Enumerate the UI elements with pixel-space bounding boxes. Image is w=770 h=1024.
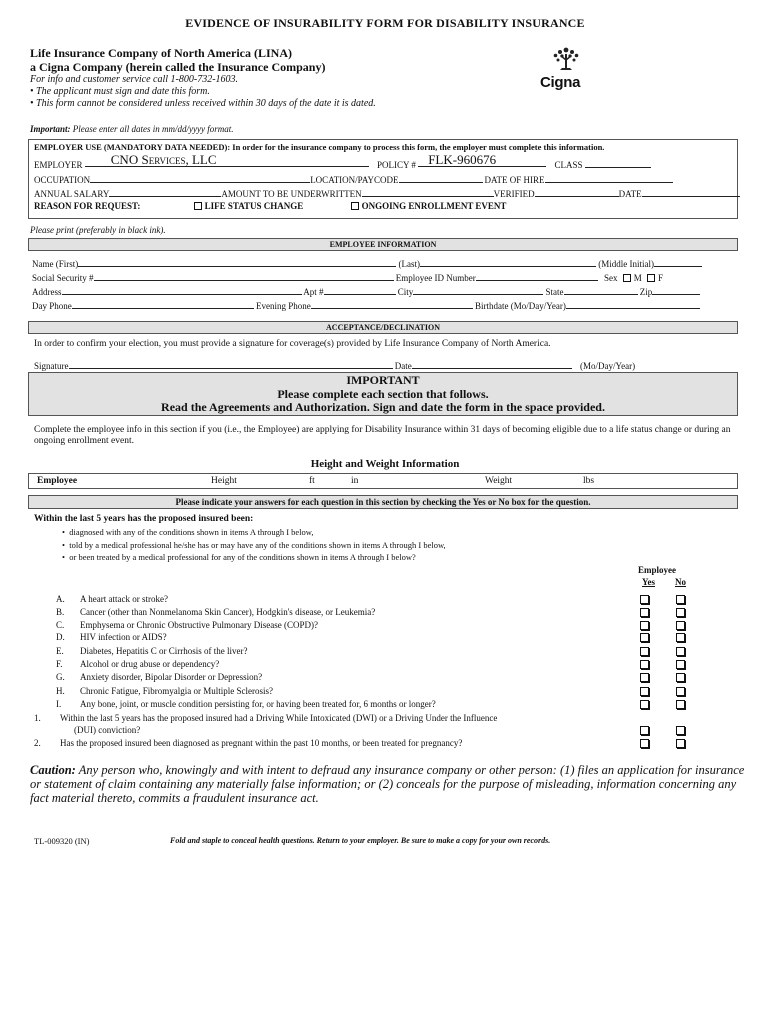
signature-label: Signature	[34, 361, 69, 371]
sex-f-checkbox[interactable]	[647, 274, 655, 282]
within-title: Within the last 5 years has the proposed insured been:	[34, 514, 254, 524]
question-no-checkbox[interactable]	[676, 687, 685, 696]
important-line3: Read the Agreements and Authorization. Sign and date the form in the space provided.	[161, 400, 605, 414]
q1-text-line1: Within the last 5 years has the proposed insured had a Driving While Intoxicated (DWI) or a Driving Under the Influence	[60, 713, 498, 723]
cigna-logo	[536, 44, 600, 94]
sex-m-label: M	[633, 273, 642, 283]
last-name-field[interactable]	[420, 256, 596, 267]
question-letter: G.	[56, 672, 65, 682]
first-name-label: Name (First)	[32, 259, 79, 269]
within-bullet-1-text: diagnosed with any of the conditions shown in items A through I below,	[69, 527, 314, 537]
employee-info-header: EMPLOYEE INFORMATION	[28, 238, 738, 251]
q1-yes-checkbox[interactable]	[640, 726, 649, 735]
hw-ft-label: ft	[309, 476, 315, 486]
question-text: Chronic Fatigue, Fibromyalgia or Multiple Sclerosis?	[80, 686, 273, 696]
sex-label: Sex	[603, 273, 618, 283]
day-phone-field[interactable]	[72, 298, 254, 309]
state-field[interactable]	[564, 284, 638, 295]
question-yes-checkbox[interactable]	[640, 608, 649, 617]
salary-row	[34, 186, 740, 199]
caution-label: Caution:	[30, 763, 76, 777]
question-yes-checkbox[interactable]	[640, 687, 649, 696]
question-letter: H.	[56, 686, 65, 696]
yes-header: Yes	[642, 577, 655, 587]
question-yes-checkbox[interactable]	[640, 673, 649, 682]
indicate-answers-bar: Please indicate your answers for each question in this section by checking the Yes or No box for the question.	[28, 495, 738, 509]
footer-note: Fold and staple to conceal health questions. Return to your employer. Be sure to make a copy for your own records.	[170, 836, 551, 845]
question-text: Diabetes, Hepatitis C or Cirrhosis of the liver?	[80, 646, 248, 656]
question-yes-checkbox[interactable]	[640, 621, 649, 630]
question-letter: E.	[56, 646, 64, 656]
question-yes-checkbox[interactable]	[640, 595, 649, 604]
policy-label: POLICY #	[377, 160, 416, 170]
cigna-wordmark: Cigna	[540, 74, 581, 91]
question-yes-checkbox[interactable]	[640, 633, 649, 642]
reason-row	[34, 201, 506, 211]
acceptance-date-label: Date	[394, 361, 412, 371]
question-letter: A.	[56, 594, 65, 604]
zip-label: Zip	[639, 287, 653, 297]
phone-row	[32, 298, 700, 311]
reason-label: REASON FOR REQUEST:	[34, 201, 141, 211]
question-text: Emphysema or Chronic Obstructive Pulmonary Disease (COPD)?	[80, 620, 318, 630]
complete-instructions: Complete the employee info in this section if you (i.e., the Employee) are applying for Disability Insurance within 31 days of becoming eligible due to a life status change or during an ongoing enrollment event.	[34, 425, 731, 446]
tree-of-life-icon	[546, 44, 586, 74]
name-row	[32, 256, 702, 269]
class-field[interactable]	[585, 157, 651, 168]
state-label: State	[545, 287, 564, 297]
hw-employee-label: Employee	[37, 476, 78, 486]
question-text: Alcohol or drug abuse or dependency?	[80, 659, 220, 669]
q2-text: Has the proposed insured been diagnosed as pregnant within the past 10 months, or been treated for pregnancy?	[60, 738, 463, 748]
zip-field[interactable]	[652, 284, 700, 295]
first-name-field[interactable]	[78, 256, 396, 267]
policy-field[interactable]	[418, 152, 546, 167]
q2-no-checkbox[interactable]	[676, 739, 685, 748]
hw-in-label: in	[351, 476, 359, 486]
ssn-label: Social Security #	[32, 273, 94, 283]
employer-value: CNO Services, LLC	[110, 152, 217, 167]
occupation-row	[34, 172, 673, 185]
question-letter: B.	[56, 607, 65, 617]
question-no-checkbox[interactable]	[676, 647, 685, 656]
question-letter: C.	[56, 620, 65, 630]
form-id: TL-009320 (IN)	[34, 836, 90, 846]
no-header: No	[675, 577, 686, 587]
important-label: Important:	[30, 124, 71, 134]
yesno-employee-header: Employee	[638, 565, 676, 575]
address-field[interactable]	[62, 284, 302, 295]
caution-statement	[30, 763, 750, 805]
question-no-checkbox[interactable]	[676, 608, 685, 617]
salary-field[interactable]	[109, 186, 221, 197]
employer-field[interactable]	[85, 152, 369, 167]
birthdate-field[interactable]	[566, 298, 700, 309]
question-letter: I.	[56, 699, 62, 709]
within-bullet-2: • told by a medical professional he/she has or may have any of the conditions shown in items A through I below,	[62, 540, 446, 550]
ongoing-enrollment-label: ONGOING ENROLLMENT EVENT	[361, 201, 507, 211]
date-field[interactable]	[642, 186, 740, 197]
ssn-row	[32, 270, 663, 283]
company-name: Life Insurance Company of North America (LINA)	[30, 46, 292, 60]
last-name-label: (Last)	[398, 259, 420, 269]
address-label: Address	[32, 287, 62, 297]
class-label: CLASS	[554, 160, 583, 170]
middle-initial-field[interactable]	[654, 256, 702, 267]
policy-value: FLK-960676	[428, 152, 497, 167]
ssn-field[interactable]	[94, 270, 394, 281]
question-no-checkbox[interactable]	[676, 633, 685, 642]
sex-m-checkbox[interactable]	[623, 274, 631, 282]
employer-row	[34, 152, 651, 170]
within-bullet-2-text: told by a medical professional he/she has or may have any of the conditions shown in items A through I below,	[69, 540, 446, 550]
amount-field[interactable]	[362, 186, 494, 197]
important-text: Please enter all dates in mm/dd/yyyy format.	[72, 124, 234, 134]
q1-no-checkbox[interactable]	[676, 726, 685, 735]
question-text: A heart attack or stroke?	[80, 594, 168, 604]
location-field[interactable]	[399, 172, 483, 183]
verified-label: VERIFIED	[493, 189, 535, 199]
occupation-label: OCCUPATION	[34, 175, 91, 185]
life-status-label: LIFE STATUS CHANGE	[204, 201, 304, 211]
important-heading: IMPORTANT	[346, 373, 420, 387]
employer-label: EMPLOYER	[34, 160, 83, 170]
acceptance-header: ACCEPTANCE/DECLINATION	[28, 321, 738, 334]
date-of-hire-field[interactable]	[545, 172, 673, 183]
question-letter: F.	[56, 659, 63, 669]
middle-initial-label: (Middle Initial)	[598, 259, 654, 269]
date-of-hire-label: DATE OF HIRE	[484, 175, 545, 185]
caution-text: Any person who, knowingly and with intent to defraud any insurance company or other person: (1) files an application for insurance or statement of claim containing any materially false information; or (2) conceals for the purpose of misleading, information concerning any fact material thereto, commits a fraudulent insurance act.	[30, 763, 745, 805]
city-field[interactable]	[413, 284, 543, 295]
signature-field[interactable]	[69, 358, 393, 369]
height-weight-row	[28, 473, 738, 489]
within-bullet-1: • diagnosed with any of the conditions shown in items A through I below,	[62, 527, 314, 537]
occupation-field[interactable]	[90, 172, 310, 183]
amount-label: AMOUNT TO BE UNDERWRITTEN	[221, 189, 362, 199]
question-no-checkbox[interactable]	[676, 700, 685, 709]
city-label: City	[397, 287, 414, 297]
employee-id-label: Employee ID Number	[395, 273, 476, 283]
important-date-note	[30, 124, 233, 134]
evening-phone-label: Evening Phone	[256, 301, 311, 311]
birthdate-label: Birthdate (Mo/Day/Year)	[475, 301, 566, 311]
customer-service-info: For info and customer service call 1-800-732-1603.	[30, 74, 239, 85]
address-row	[32, 284, 700, 297]
hw-lbs-label: lbs	[583, 476, 595, 486]
acceptance-date-field[interactable]	[412, 358, 572, 369]
question-no-checkbox[interactable]	[676, 595, 685, 604]
print-note: Please print (preferably in black ink).	[30, 225, 166, 235]
date-label: DATE	[618, 189, 642, 199]
question-text: Cancer (other than Nonmelanoma Skin Cancer), Hodgkin's disease, or Leukemia?	[80, 607, 376, 617]
important-line2: Please complete each section that follows.	[277, 386, 489, 401]
employee-id-field[interactable]	[476, 270, 598, 281]
question-letter: D.	[56, 632, 65, 642]
salary-label: ANNUAL SALARY	[34, 189, 110, 199]
q1-text-line2: (DUI) conviction?	[74, 725, 141, 735]
day-phone-label: Day Phone	[32, 301, 72, 311]
life-status-checkbox[interactable]	[194, 202, 202, 210]
company-subtitle: a Cigna Company (herein called the Insurance Company)	[30, 60, 326, 74]
instruction-sign: • The applicant must sign and date this form.	[30, 86, 210, 97]
question-no-checkbox[interactable]	[676, 660, 685, 669]
question-text: Anxiety disorder, Bipolar Disorder or Depression?	[80, 672, 263, 682]
question-yes-checkbox[interactable]	[640, 647, 649, 656]
question-yes-checkbox[interactable]	[640, 700, 649, 709]
question-no-checkbox[interactable]	[676, 673, 685, 682]
ongoing-enrollment-checkbox[interactable]	[351, 202, 359, 210]
acceptance-text: In order to confirm your election, you must provide a signature for coverage(s) provided by Life Insurance Company of North America.	[34, 339, 551, 349]
question-yes-checkbox[interactable]	[640, 660, 649, 669]
location-label: LOCATION/PAYCODE	[310, 175, 399, 185]
form-title: EVIDENCE OF INSURABILITY FORM FOR DISABILITY INSURANCE	[185, 16, 585, 30]
q2-number: 2.	[34, 738, 41, 748]
sex-f-label: F	[658, 273, 664, 283]
q2-yes-checkbox[interactable]	[640, 739, 649, 748]
q1-number: 1.	[34, 713, 41, 723]
within-bullet-3-text: or been treated by a medical professional for any of the conditions shown in items A through I below?	[69, 552, 416, 562]
evening-phone-field[interactable]	[311, 298, 473, 309]
employer-use-header: EMPLOYER USE (MANDATORY DATA NEEDED): In order for the insurance company to process this form, the employer must complete this information.	[34, 142, 605, 152]
hw-weight-label: Weight	[485, 476, 513, 486]
question-no-checkbox[interactable]	[676, 621, 685, 630]
verified-field[interactable]	[535, 186, 619, 197]
instruction-30-days: • This form cannot be considered unless received within 30 days of the date it is dated.	[30, 98, 376, 109]
signature-row	[34, 358, 635, 371]
question-text: Any bone, joint, or muscle condition persisting for, or having been treated for, 6 months or longer?	[80, 699, 436, 709]
within-bullet-3: • or been treated by a medical professional for any of the conditions shown in items A through I below?	[62, 552, 416, 562]
date-format-label: (Mo/Day/Year)	[580, 361, 636, 371]
apt-field[interactable]	[324, 284, 396, 295]
hw-height-label: Height	[211, 476, 237, 486]
important-box	[28, 372, 738, 416]
question-text: HIV infection or AIDS?	[80, 632, 167, 642]
apt-label: Apt #	[303, 287, 324, 297]
height-weight-title: Height and Weight Information	[310, 458, 460, 470]
